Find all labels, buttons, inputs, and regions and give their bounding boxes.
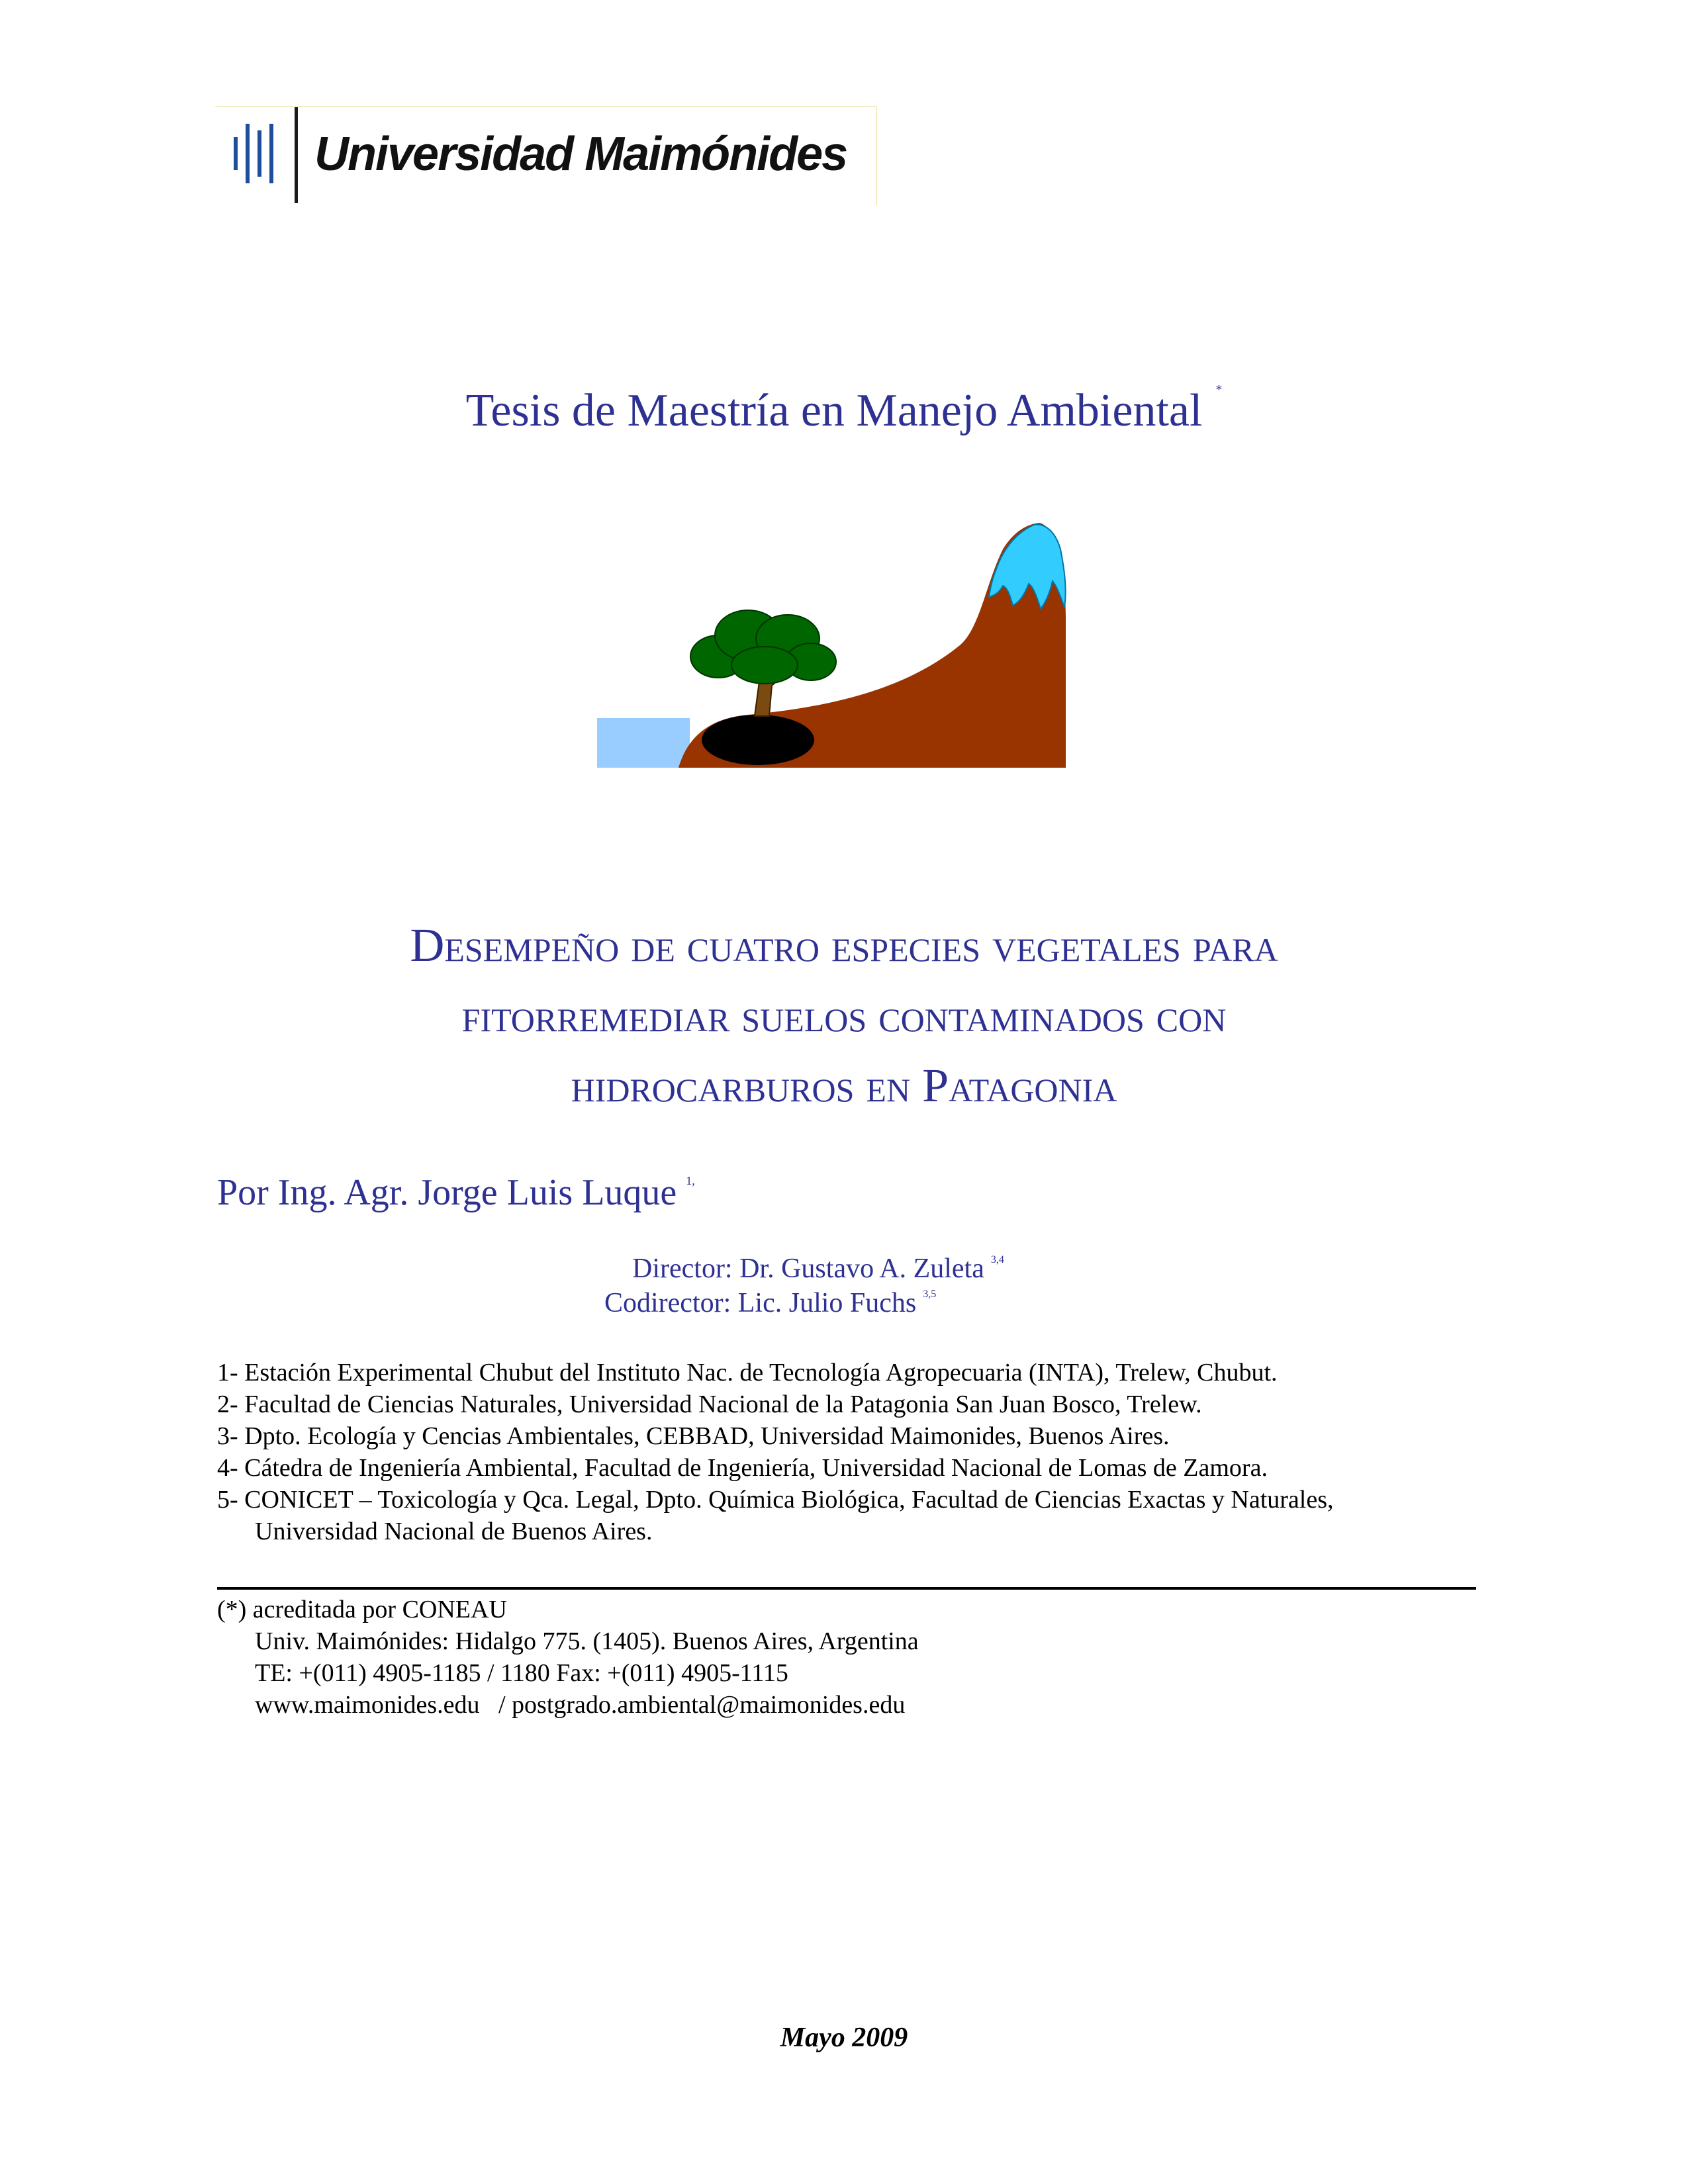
logo-text: Universidad Maimónides [314, 128, 847, 181]
author-line [217, 1171, 695, 1214]
director-marker: 3,4 [990, 1254, 1004, 1265]
footnote-accreditation: (*) acreditada por CONEAU [217, 1596, 507, 1623]
author-name: Por Ing. Agr. Jorge Luis Luque [217, 1172, 677, 1213]
author-marker: 1, [686, 1174, 695, 1187]
logo-bars-icon [228, 124, 288, 183]
affiliations-list [217, 1357, 1508, 1547]
director-name: Director: Dr. Gustavo A. Zuleta [632, 1253, 984, 1284]
affiliation-item: 1- Estación Experimental Chubut del Instituto Nac. de Tecnología Agropecuaria (INTA), Trelew, Chubut. [217, 1359, 1278, 1387]
affiliation-continuation: Universidad Nacional de Buenos Aires. [255, 1518, 653, 1545]
accreditation-footnote [217, 1594, 919, 1721]
publication-date: Mayo 2009 [780, 2023, 908, 2053]
footnote-address: Univ. Maimónides: Hidalgo 775. (1405). Buenos Aires, Argentina [255, 1627, 919, 1655]
university-logo [215, 106, 877, 205]
affiliation-item: 3- Dpto. Ecología y Cencias Ambientales, CEBBAD, Universidad Maimonides, Buenos Aires. [217, 1422, 1170, 1450]
codirector-name: Codirector: Lic. Julio Fuchs [604, 1288, 917, 1318]
title-line-3: hidrocarburos en Patagonia [571, 1059, 1117, 1112]
codirector-marker: 3,5 [923, 1289, 937, 1300]
water-shape [597, 718, 690, 768]
footnote-web-email: www.maimonides.edu / postgrado.ambiental@maimonides.edu [255, 1691, 906, 1719]
landscape-illustration [589, 503, 1105, 768]
thesis-type-line [0, 383, 1688, 437]
affiliation-item: 5- CONICET – Toxicología y Qca. Legal, Dpto. Química Biológica, Facultad de Ciencias Exactas y Naturales, [217, 1486, 1334, 1514]
thesis-footnote-marker: * [1215, 383, 1223, 397]
logo-divider [295, 107, 298, 203]
footnote-divider [217, 1587, 1476, 1590]
affiliation-item: 4- Cátedra de Ingeniería Ambiental, Facultad de Ingeniería, Universidad Nacional de Lomas de Zamora. [217, 1454, 1268, 1482]
title-line-2: fitorremediar suelos contaminados con [461, 989, 1227, 1042]
thesis-title [0, 910, 1688, 1120]
contaminant-spill-shape [702, 715, 814, 765]
title-line-1: Desempeño de cuatro especies vegetales para [410, 919, 1278, 972]
tree-canopy-shape [690, 610, 836, 684]
thesis-label: Tesis de Maestría en Manejo Ambiental [465, 385, 1203, 436]
affiliation-item: 2- Facultad de Ciencias Naturales, Universidad Nacional de la Patagonia San Juan Bosco, Trelew. [217, 1390, 1202, 1418]
footnote-phone: TE: +(011) 4905-1185 / 1180 Fax: +(011) 4905-1115 [255, 1659, 788, 1687]
codirector-line [604, 1287, 936, 1319]
director-line [632, 1253, 1004, 1285]
